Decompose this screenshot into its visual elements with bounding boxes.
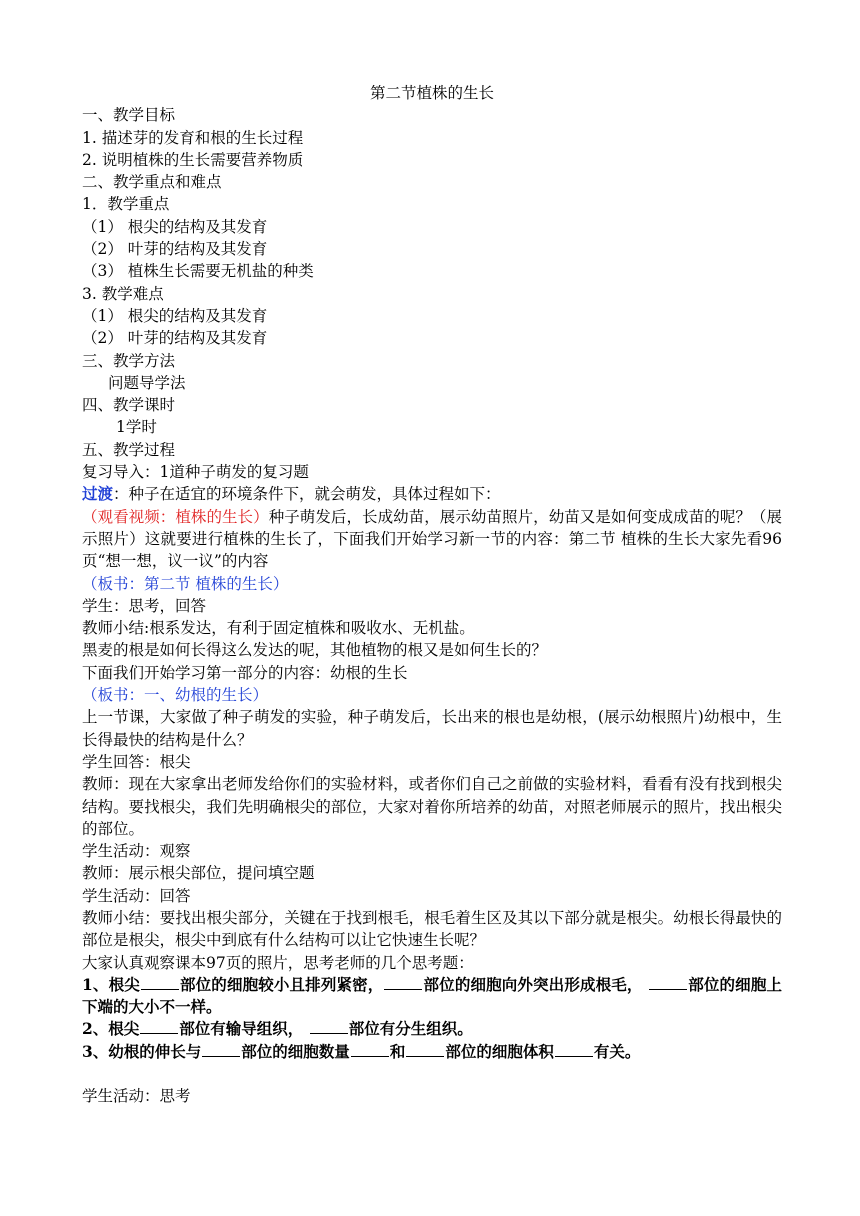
question-2 [82,1018,782,1040]
transition-label: 过渡 [82,484,114,504]
paragraph-summary-2: 教师小结：要找出根尖部分，关键在于找到根毛，根毛着生区及其以下部分就是根尖。幼根长得最快的部位是根尖，根尖中到底有什么结构可以让它快速生长呢？ [82,908,782,950]
board-note-2: （板书：一、幼根的生长） [82,686,269,705]
question-rye: 黑麦的根是如何长得这么发达的呢，其他植物的根又是如何生长的？ [82,641,548,660]
paragraph-seed-root: 上一节课，大家做了种子萌发的实验，种子萌发后，长出来的根也是幼根，(展示幼根照片)幼根中，生长得最快的结构是什么？ [82,708,782,749]
method-text: 问题导学法 [108,373,186,392]
fill-blank [555,1042,593,1057]
q2-part-1: 2、根尖 [82,1019,140,1039]
objective-2: 2. 说明植株的生长需要营养物质 [82,150,304,169]
question-3 [82,1041,782,1063]
q1-part-2: 部位的细胞较小且排列紧密， [179,974,384,994]
doc-title: 第二节植株的生长 [369,84,494,102]
student-answer: 学生回答：根尖 [82,752,191,771]
document-page [82,82,782,1107]
fill-blank [649,975,687,990]
paragraph-materials: 教师：现在大家拿出老师发给你们的实验材料，或者你们自己之前做的实验材料，看看有没有找到根尖结构。要找根尖，我们先明确根尖的部位，大家对着你所培养的幼苗，对照老师展示的照片，找出根尖的部位。 [82,775,782,838]
q3-part-1: 3、幼根的伸长与 [82,1041,202,1061]
video-label: （观看视频：植株的生长） [82,507,269,526]
student-answer-2: 学生活动：回答 [82,886,191,905]
transition-line [82,483,782,505]
teacher-summary-1: 教师小结:根系发达，有利于固定植株和吸收水、无机盐。 [82,619,475,638]
q3-part-3: 和 [389,1041,406,1061]
fill-blank [384,975,422,990]
observe-instruction: 大家认真观察课本97页的照片，思考老师的几个思考题： [82,953,474,972]
subheading-key: 1．教学重点 [82,195,170,214]
fill-blank [140,1019,178,1034]
fill-blank [351,1042,389,1057]
hours-text: 1学时 [116,418,157,437]
difficult-point-1: （1） 根尖的结构及其发育 [82,306,268,325]
q3-part-5: 有关。 [593,1041,641,1061]
board-note-1: （板书：第二节 植株的生长） [82,574,289,593]
heading-objectives: 一、教学目标 [82,106,176,125]
student-think-final: 学生活动：思考 [82,1087,191,1106]
fill-blank [141,975,179,990]
heading-method: 三、教学方法 [82,351,176,370]
q3-part-2: 部位的细胞数量 [241,1041,350,1061]
intro-part-one: 下面我们开始学习第一部分的内容：幼根的生长 [82,663,408,682]
question-1 [82,974,782,1019]
fill-blank [202,1042,240,1057]
student-think: 学生：思考，回答 [82,596,207,615]
q3-part-4: 部位的细胞体积 [445,1041,554,1061]
heading-hours: 四、教学课时 [82,396,176,415]
q1-part-3: 部位的细胞向外突出形成根毛， [423,974,643,994]
heading-key-points: 二、教学重点和难点 [82,173,222,192]
review-intro: 复习导入：1道种子萌发的复习题 [82,463,309,482]
subheading-difficult: 3. 教学难点 [82,284,164,303]
transition-text: ：种子在适宜的环境条件下，就会萌发，具体过程如下： [113,485,501,504]
video-text: 种子萌发后，长成幼苗，展示幼苗照片，幼苗又是如何变成成苗的呢？（展示照片）这就要进行植株的生长了，下面我们开始学习新一节的内容：第二节 植株的生长大家先看96页“想一想，议一议”的内容 [82,507,782,571]
q1-part-1: 1、根尖 [82,974,140,994]
q2-part-2: 部位有输导组织， [179,1019,304,1039]
spacer [82,1063,782,1085]
video-paragraph [82,506,782,573]
student-observe: 学生活动：观察 [82,842,191,861]
key-point-3: （3） 植株生长需要无机盐的种类 [82,262,314,281]
difficult-point-2: （2） 叶芽的结构及其发育 [82,329,268,348]
q1-part-4: 部位的细胞上下端的大小不一样。 [82,974,782,1017]
teacher-show: 教师：展示根尖部位，提问填空题 [82,864,315,883]
fill-blank [406,1042,444,1057]
q2-part-3: 部位有分生组织。 [348,1019,473,1039]
objective-1: 1. 描述芽的发育和根的生长过程 [82,128,304,147]
key-point-2: （2） 叶芽的结构及其发育 [82,240,268,259]
heading-process: 五、教学过程 [82,440,176,459]
fill-blank [310,1019,348,1034]
key-point-1: （1） 根尖的结构及其发育 [82,217,268,236]
